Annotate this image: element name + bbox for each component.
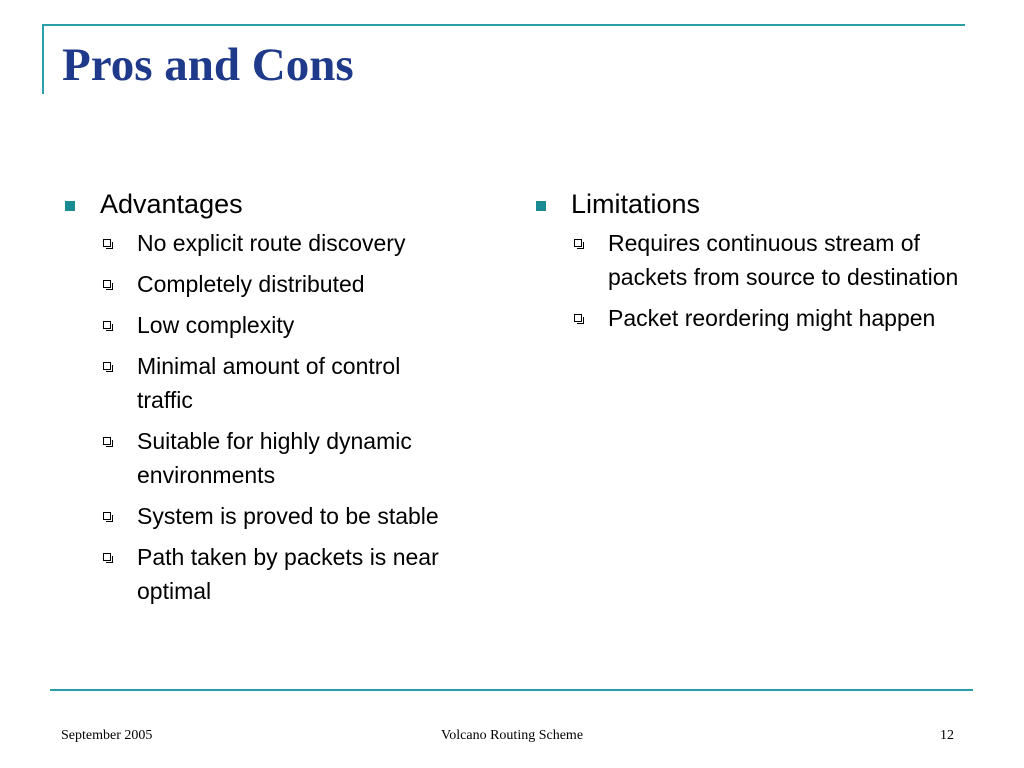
list-item: Path taken by packets is near optimal [62, 540, 462, 608]
list-item: Requires continuous stream of packets from source to destination [533, 226, 973, 294]
hollow-square-bullet-icon [103, 553, 111, 561]
advantages-heading-item [62, 186, 462, 222]
advantages-column [62, 186, 462, 615]
list-item: Minimal amount of control traffic [62, 349, 462, 417]
slide-title: Pros and Cons [62, 39, 354, 91]
list-item: Packet reordering might happen [533, 301, 973, 335]
hollow-square-bullet-icon [574, 239, 582, 247]
bottom-divider-line [50, 689, 973, 691]
hollow-square-bullet-icon [103, 512, 111, 520]
advantages-heading: Advantages [100, 189, 243, 219]
footer-title: Volcano Routing Scheme [440, 728, 584, 743]
hollow-square-bullet-icon [103, 437, 111, 445]
list-item: No explicit route discovery [62, 226, 462, 260]
advantages-list [62, 226, 462, 608]
list-item: Completely distributed [62, 267, 462, 301]
limitations-heading-item [533, 186, 973, 222]
list-item: Low complexity [62, 308, 462, 342]
footer-date: September 2005 [61, 728, 153, 743]
list-item: Suitable for highly dynamic environments [62, 424, 462, 492]
hollow-square-bullet-icon [574, 314, 582, 322]
list-item: System is proved to be stable [62, 499, 462, 533]
left-frame-line [42, 24, 44, 94]
hollow-square-bullet-icon [103, 321, 111, 329]
page-number: 12 [940, 728, 954, 743]
square-bullet-icon [65, 201, 75, 211]
hollow-square-bullet-icon [103, 362, 111, 370]
hollow-square-bullet-icon [103, 239, 111, 247]
hollow-square-bullet-icon [103, 280, 111, 288]
limitations-heading: Limitations [571, 189, 701, 219]
top-frame-line [43, 24, 965, 26]
limitations-list [533, 226, 973, 335]
square-bullet-icon [536, 201, 546, 211]
limitations-column [533, 186, 973, 342]
